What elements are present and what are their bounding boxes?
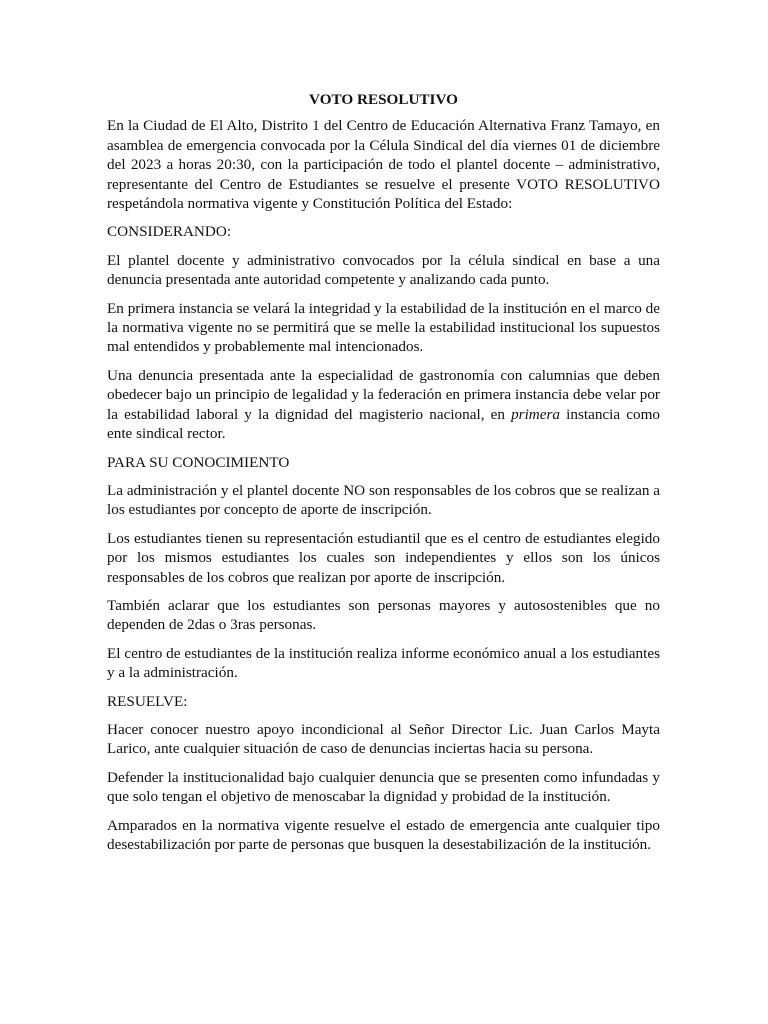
conocimiento-paragraph-4: El centro de estudiantes de la institución realiza informe económico anual a los estudiantes y a la administración. — [107, 644, 660, 682]
resuelve-heading: RESUELVE: — [107, 692, 188, 710]
considerando-paragraph-2: En primera instancia se velará la integridad y la estabilidad de la institución en el marco de la normativa vigente no se permitirá que se melle la estabilidad institucional los supuestos mal entendidos y probablemente mal intencionados. — [107, 299, 660, 356]
resuelve-paragraph-3: Amparados en la normativa vigente resuelve el estado de emergencia ante cualquier tipo desestabilización por parte de personas que busquen la desestabilización de la institución. — [107, 816, 660, 853]
conocimiento-paragraph-1: La administración y el plantel docente NO son responsables de los cobros que se realizan a los estudiantes por concepto de aporte de inscripción. — [107, 481, 660, 519]
considerando-paragraph-3-end: instancia como ente sindical rector. — [107, 405, 660, 443]
document-page — [107, 90, 660, 863]
considerando-heading: CONSIDERANDO: — [107, 223, 232, 241]
considerando-paragraph-3 — [107, 366, 660, 444]
considerando-paragraph-3-start: Una denuncia presentada ante la especialidad de gastronomía con calumnias que deben obedecer bajo un principio de legalidad y la federación en primera instancia debe velar por la estabilidad laboral y la dignidad del magisterio nacional, en — [107, 366, 660, 423]
intro-paragraph: En la Ciudad de El Alto, Distrito 1 del Centro de Educación Alternativa Franz Tamayo, en asamblea de emergencia convocada por la Célula Sindical del día viernes 01 de diciembre del 2023 a horas 20:30, con la participación de todo el plantel docente – administrativo, representante del Centro de Estudiantes se resuelve el presente VOTO RESOLUTIVO respetándola normativa vigente y Constitución Política del Estado: — [107, 117, 660, 213]
resuelve-paragraph-2: Defender la institucionalidad bajo cualquier denuncia que se presenten como infundadas y que solo tengan el objetivo de menoscabar la dignidad y probidad de la institución. — [107, 768, 660, 806]
conocimiento-heading: PARA SU CONOCIMIENTO — [107, 453, 290, 471]
conocimiento-paragraph-2: Los estudiantes tienen su representación estudiantil que es el centro de estudiantes elegido por los mismos estudiantes los cuales son independientes y ellos son los únicos responsables de los cobros que realizan por aporte de inscripción. — [107, 529, 660, 586]
considerando-paragraph-3-italic: primera — [511, 405, 561, 423]
resuelve-paragraph-1: Hacer conocer nuestro apoyo incondicional al Señor Director Lic. Juan Carlos Mayta Larico, ante cualquier situación de caso de denuncias inciertas hacia su persona. — [107, 720, 660, 758]
considerando-paragraph-1: El plantel docente y administrativo convocados por la célula sindical en base a una denuncia presentada ante autoridad competente y analizando cada punto. — [107, 251, 660, 289]
conocimiento-paragraph-3: También aclarar que los estudiantes son personas mayores y autosostenibles que no dependen de 2das o 3ras personas. — [107, 596, 660, 634]
document-title: VOTO RESOLUTIVO — [309, 91, 458, 108]
